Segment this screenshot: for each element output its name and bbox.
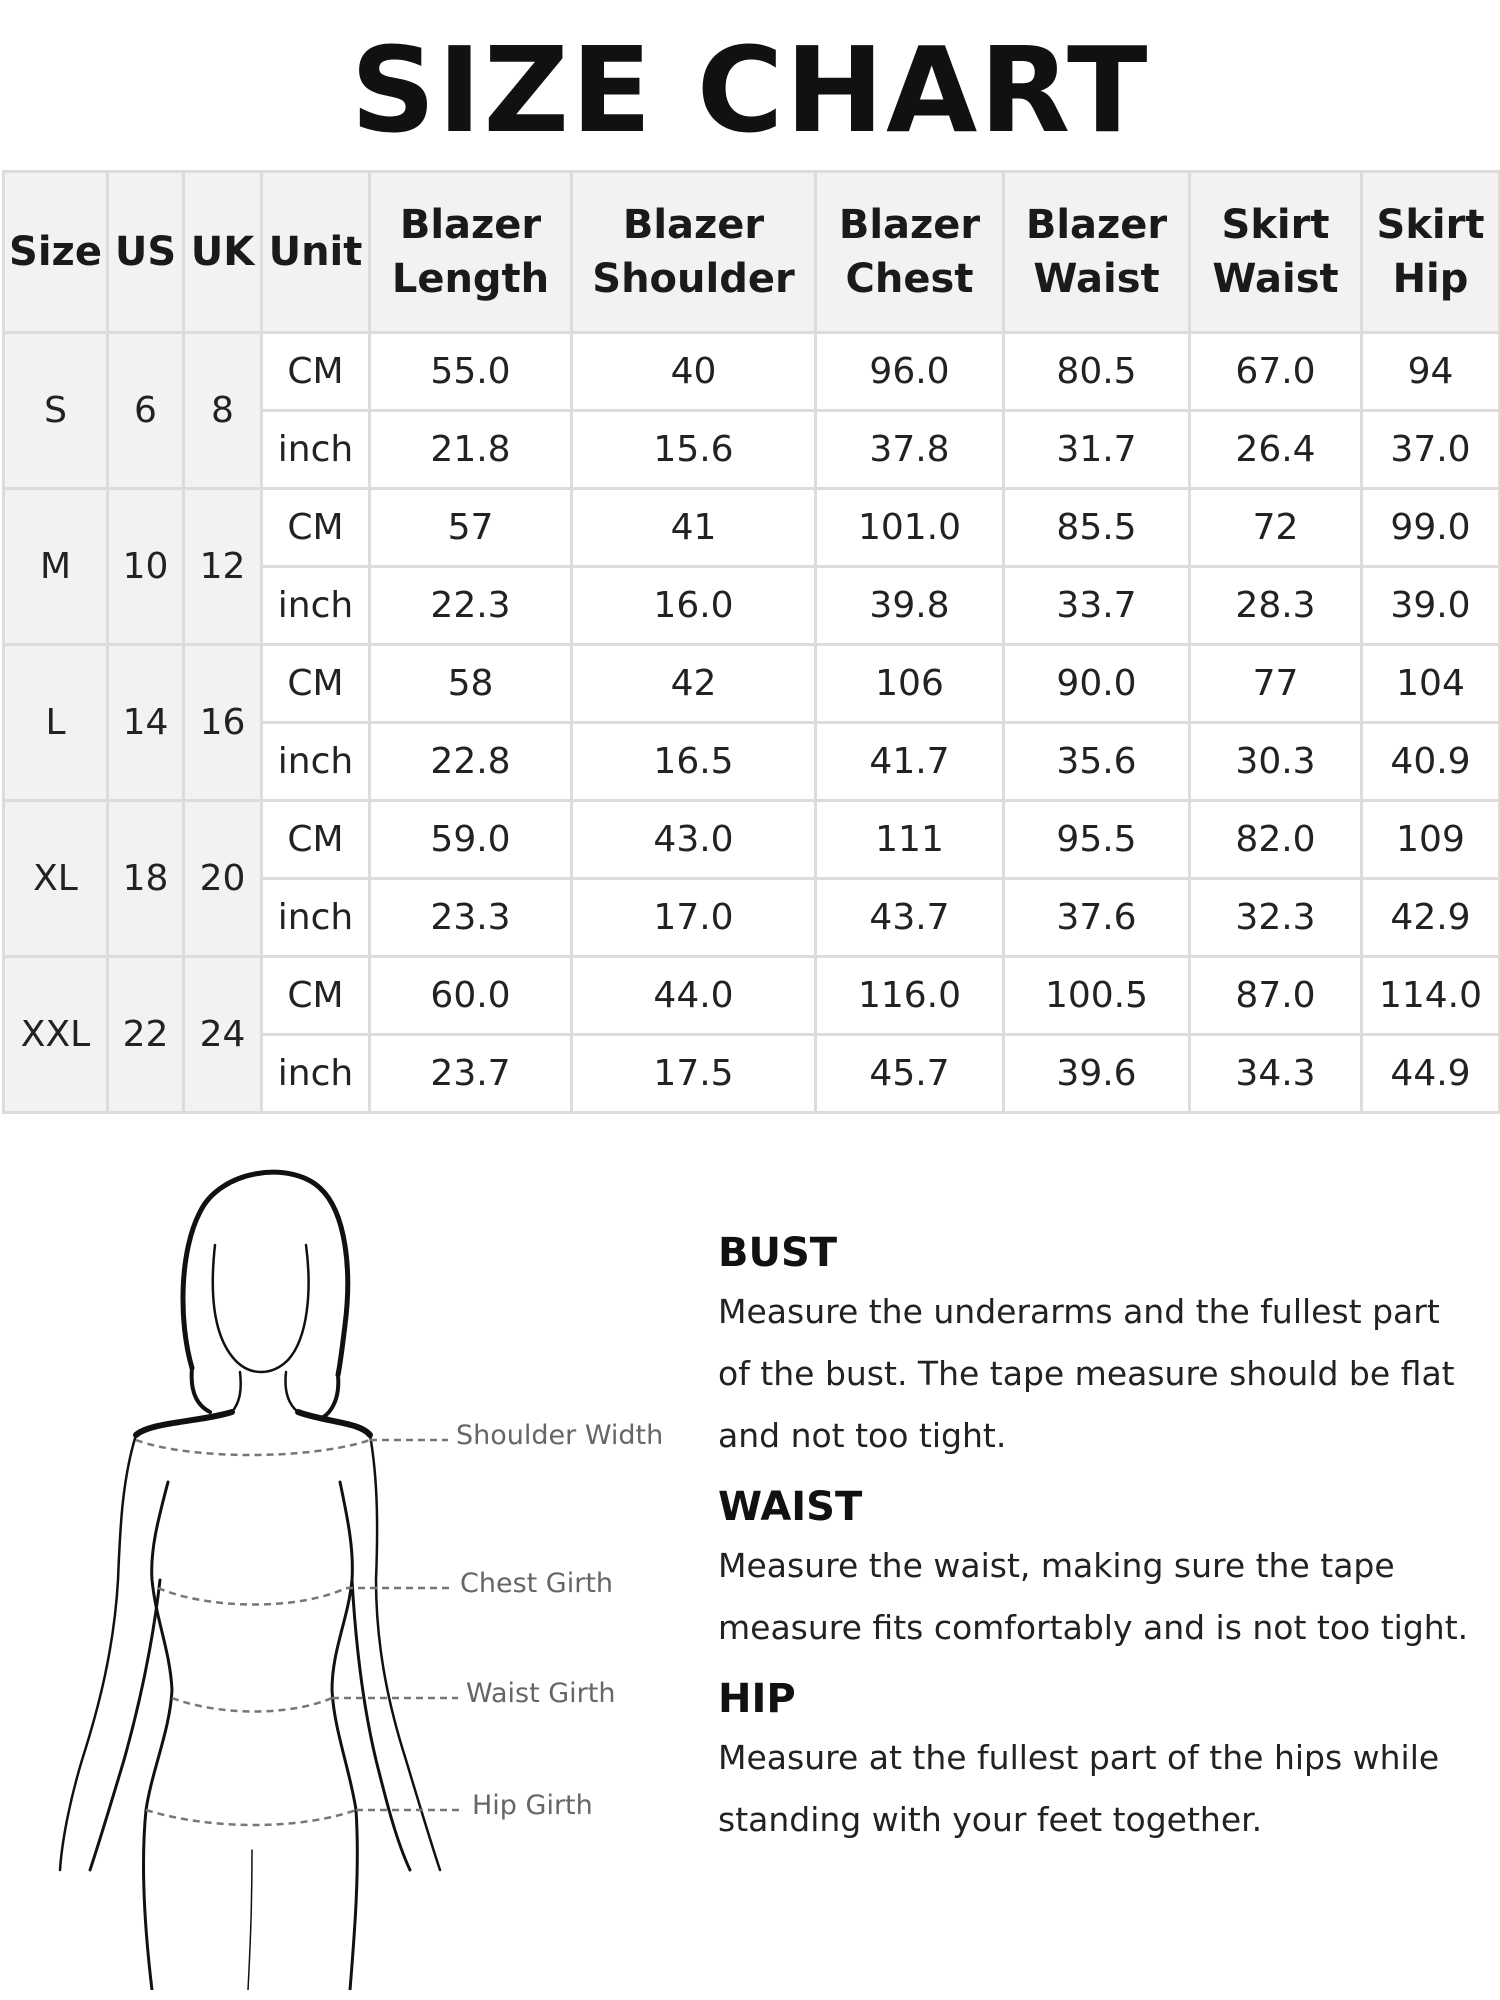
measurement-cell: 111 — [816, 801, 1004, 879]
measurement-cell: 16.5 — [572, 723, 816, 801]
unit-cell: inch — [262, 1035, 370, 1113]
table-body — [4, 333, 1500, 1113]
column-header-text: Skirt — [1221, 202, 1330, 248]
measurement-cell: 99.0 — [1362, 489, 1500, 567]
hip-description: Measure at the fullest part of the hips while standing with your feet together. — [718, 1738, 1440, 1839]
column-header-text: US — [114, 229, 177, 275]
measurement-cell: 77 — [1190, 645, 1362, 723]
unit-cell: inch — [262, 567, 370, 645]
hip-girth-label: Hip Girth — [472, 1790, 593, 1821]
unit-cell: inch — [262, 723, 370, 801]
measurement-cell: 35.6 — [1004, 723, 1190, 801]
measurement-cell: 104 — [1362, 645, 1500, 723]
measurement-cell: 44.9 — [1362, 1035, 1500, 1113]
measurement-cell: 72 — [1190, 489, 1362, 567]
measurement-cell: 17.0 — [572, 879, 816, 957]
measurement-cell: 58 — [370, 645, 572, 723]
column-header-text: Blazer — [1025, 202, 1168, 248]
column-header-text: Blazer — [399, 202, 542, 248]
column-header-text: Size — [9, 229, 102, 275]
waist-heading: WAIST — [718, 1484, 863, 1530]
table-row — [4, 333, 1500, 411]
body-measurement-figure — [40, 1150, 700, 1990]
column-header — [1190, 172, 1362, 333]
measurement-cell: 33.7 — [1004, 567, 1190, 645]
column-header — [1004, 172, 1190, 333]
unit-cell: inch — [262, 879, 370, 957]
unit-cell: CM — [262, 489, 370, 567]
measurement-cell: 41 — [572, 489, 816, 567]
shoulder-width-label: Shoulder Width — [456, 1420, 664, 1451]
us-size-cell: 10 — [108, 489, 184, 645]
page-title: SIZE CHART — [350, 21, 1150, 159]
measurement-cell: 114.0 — [1362, 957, 1500, 1035]
size-cell: XL — [4, 801, 108, 957]
column-header-text: Length — [391, 256, 550, 302]
size-chart-table — [2, 170, 1500, 1114]
measurement-cell: 39.8 — [816, 567, 1004, 645]
measurement-cell: 26.4 — [1190, 411, 1362, 489]
measurement-cell: 43.7 — [816, 879, 1004, 957]
column-header-text: Chest — [845, 256, 974, 302]
column-header — [184, 172, 262, 333]
measurement-cell: 95.5 — [1004, 801, 1190, 879]
measurement-cell: 37.6 — [1004, 879, 1190, 957]
unit-cell: CM — [262, 333, 370, 411]
table-row — [4, 489, 1500, 567]
unit-cell: CM — [262, 645, 370, 723]
uk-size-cell: 8 — [184, 333, 262, 489]
measurement-cell: 40 — [572, 333, 816, 411]
uk-size-cell: 20 — [184, 801, 262, 957]
unit-cell: CM — [262, 957, 370, 1035]
uk-size-cell: 16 — [184, 645, 262, 801]
measurement-cell: 40.9 — [1362, 723, 1500, 801]
hip-heading: HIP — [718, 1676, 796, 1722]
column-header — [572, 172, 816, 333]
bust-heading: BUST — [718, 1230, 838, 1276]
measurement-cell: 31.7 — [1004, 411, 1190, 489]
measurement-cell: 43.0 — [572, 801, 816, 879]
table-header-row — [4, 172, 1500, 333]
size-cell: L — [4, 645, 108, 801]
measurement-guide — [718, 1225, 1478, 1863]
us-size-cell: 18 — [108, 801, 184, 957]
waist-description: Measure the waist, making sure the tape measure fits comfortably and is not too tight. — [718, 1546, 1469, 1647]
measurement-cell: 17.5 — [572, 1035, 816, 1113]
measurement-cell: 101.0 — [816, 489, 1004, 567]
measurement-cell: 82.0 — [1190, 801, 1362, 879]
measurement-cell: 59.0 — [370, 801, 572, 879]
column-header-text: Waist — [1033, 256, 1160, 302]
measurement-cell: 30.3 — [1190, 723, 1362, 801]
uk-size-cell: 24 — [184, 957, 262, 1113]
column-header-text: Skirt — [1376, 202, 1485, 248]
column-header-text: Hip — [1392, 256, 1469, 302]
measurement-cell: 100.5 — [1004, 957, 1190, 1035]
measurement-cell: 44.0 — [572, 957, 816, 1035]
measurement-cell: 15.6 — [572, 411, 816, 489]
measurement-cell: 96.0 — [816, 333, 1004, 411]
us-size-cell: 6 — [108, 333, 184, 489]
size-cell: XXL — [4, 957, 108, 1113]
column-header-text: UK — [190, 229, 255, 275]
measurement-cell: 21.8 — [370, 411, 572, 489]
unit-cell: CM — [262, 801, 370, 879]
size-cell: S — [4, 333, 108, 489]
measurement-cell: 22.8 — [370, 723, 572, 801]
measurement-cell: 109 — [1362, 801, 1500, 879]
column-header — [816, 172, 1004, 333]
measurement-cell: 28.3 — [1190, 567, 1362, 645]
us-size-cell: 22 — [108, 957, 184, 1113]
table-row — [4, 957, 1500, 1035]
table-row — [4, 801, 1500, 879]
measurement-cell: 87.0 — [1190, 957, 1362, 1035]
column-header-text: Blazer — [622, 202, 765, 248]
measurement-cell: 23.7 — [370, 1035, 572, 1113]
measurement-cell: 85.5 — [1004, 489, 1190, 567]
measurement-cell: 37.8 — [816, 411, 1004, 489]
measurement-cell: 67.0 — [1190, 333, 1362, 411]
column-header — [370, 172, 572, 333]
measurement-cell: 34.3 — [1190, 1035, 1362, 1113]
measurement-cell: 39.6 — [1004, 1035, 1190, 1113]
measurement-cell: 60.0 — [370, 957, 572, 1035]
measurement-cell: 16.0 — [572, 567, 816, 645]
measurement-cell: 22.3 — [370, 567, 572, 645]
measurement-cell: 90.0 — [1004, 645, 1190, 723]
column-header-text: Shoulder — [592, 256, 795, 302]
column-header-text: Unit — [268, 229, 363, 275]
measurement-cell: 94 — [1362, 333, 1500, 411]
measurement-cell: 55.0 — [370, 333, 572, 411]
us-size-cell: 14 — [108, 645, 184, 801]
bust-description: Measure the underarms and the fullest part of the bust. The tape measure should be flat and not too tight. — [718, 1292, 1455, 1455]
unit-cell: inch — [262, 411, 370, 489]
measurement-cell: 106 — [816, 645, 1004, 723]
measurement-cell: 32.3 — [1190, 879, 1362, 957]
measurement-cell: 80.5 — [1004, 333, 1190, 411]
measurement-cell: 45.7 — [816, 1035, 1004, 1113]
measurement-cell: 23.3 — [370, 879, 572, 957]
column-header — [4, 172, 108, 333]
measurement-cell: 39.0 — [1362, 567, 1500, 645]
waist-girth-label: Waist Girth — [466, 1678, 616, 1709]
column-header — [262, 172, 370, 333]
measurement-cell: 42 — [572, 645, 816, 723]
measurement-cell: 41.7 — [816, 723, 1004, 801]
measurement-cell: 116.0 — [816, 957, 1004, 1035]
column-header-text: Waist — [1212, 256, 1339, 302]
measurement-cell: 42.9 — [1362, 879, 1500, 957]
uk-size-cell: 12 — [184, 489, 262, 645]
column-header — [1362, 172, 1500, 333]
measurement-cell: 57 — [370, 489, 572, 567]
measurement-cell: 37.0 — [1362, 411, 1500, 489]
table-row — [4, 645, 1500, 723]
chest-girth-label: Chest Girth — [460, 1568, 614, 1599]
size-cell: M — [4, 489, 108, 645]
column-header-text: Blazer — [838, 202, 981, 248]
column-header — [108, 172, 184, 333]
